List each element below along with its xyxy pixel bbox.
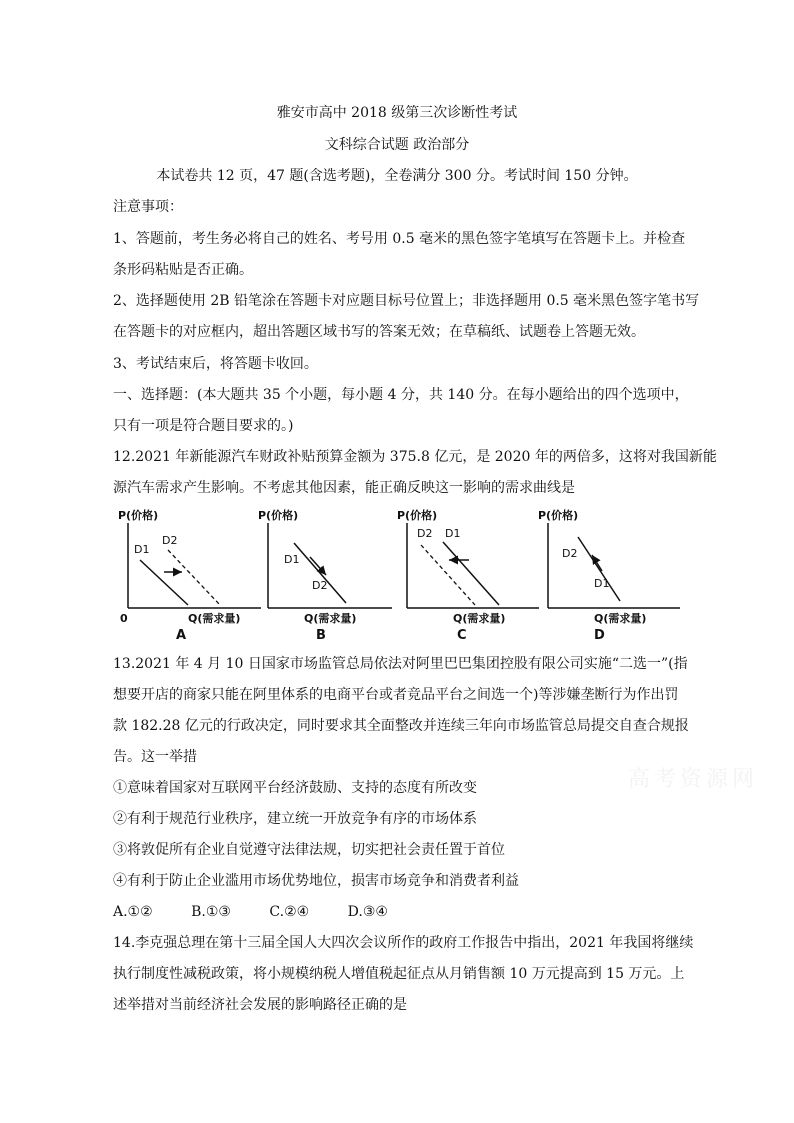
curve-d2 [421,545,475,605]
q12-text: 12.2021 年新能源汽车财政补贴预算金额为 375.8 亿元，是 2020 年的两倍多，这将对我国新能 [113,449,717,465]
section-instruction: 一、选择题：(本大题共 35 个小题，每小题 4 分，共 140 分。在每小题给出的四个选项中， [113,387,689,403]
q13-item: ④有利于防止企业滥用市场优势地位，损害市场竞争和消费者利益 [113,873,519,889]
notes-line: 2、选择题使用 2B 铅笔涂在答题卡对应题目标号位置上；非选择题用 0.5 毫米黑色签字笔书写 [113,293,700,309]
x-axis-label: Q(需求量) [304,612,357,625]
option-a: A.①② [113,904,153,920]
option-letter: C [457,628,467,643]
label-d2: D2 [417,527,433,540]
x-axis-label: Q(需求量) [453,612,506,625]
q12-text: 源汽车需求产生影响。不考虑其他因素，能正确反映这一影响的需求曲线是 [113,480,575,496]
option-b: B.①③ [191,904,231,920]
q14-text: 执行制度性减税政策，将小规模纳税人增值税起征点从月销售额 10 万元提高到 15 万元。上 [113,966,685,982]
label-d1: D1 [134,543,150,556]
exam-title: 雅安市高中 2018 级第三次诊断性考试 [276,105,518,121]
q13-item: ①意味着国家对互联网平台经济鼓励、支持的态度有所改变 [113,780,477,796]
section-instruction: 只有一项是符合题目要求的。) [113,418,294,434]
option-letter: D [594,628,605,643]
y-axis-label: P(价格) [397,509,438,522]
q13-text: 告。这一举措 [113,749,197,765]
exam-info: 本试卷共 12 页，47 题(含选考题)，全卷满分 300 分。考试时间 150 分钟。 [156,168,638,184]
q13-item: ③将敦促所有企业自觉遵守法律法规，切实把社会责任置于首位 [113,842,505,858]
y-axis-label: P(价格) [258,509,299,522]
origin-label: 0 [120,612,128,625]
option-letter: A [176,628,187,643]
q13-options [113,902,422,922]
curve-d2 [168,550,220,605]
exam-subtitle: 文科综合试题 政治部分 [324,137,470,153]
y-axis-label: P(价格) [538,509,579,522]
demand-graph-b [254,505,404,645]
demand-graph-a [116,505,266,645]
demand-graph-c [393,505,543,645]
option-letter: B [316,628,326,643]
label-d1: D1 [284,553,300,566]
label-d2: D2 [312,579,328,592]
y-axis-label: P(价格) [118,509,159,522]
curve-d [294,543,346,603]
option-c: C.②④ [269,904,310,920]
notes-line: 在答题卡的对应框内，超出答题区域书写的答案无效；在草稿纸、试题卷上答题无效。 [113,324,645,340]
q13-text: 13.2021 年 4 月 10 日国家市场监管总局依法对阿里巴巴集团控股有限公司实施“二选一”(指 [113,656,688,672]
q13-text: 想要开店的商家只能在阿里体系的电商平台或者竞品平台之间选一个)等涉嫌垄断行为作出罚 [113,687,679,703]
label-d2: D2 [562,547,578,560]
demand-graph-d [534,505,684,645]
curve-d1 [443,542,499,605]
notes-heading: 注意事项： [113,199,183,215]
option-d: D.③④ [347,904,388,920]
x-axis-label: Q(需求量) [594,612,647,625]
x-axis-label: Q(需求量) [188,612,241,625]
notes-line: 3、考试结束后，将答题卡收回。 [113,356,318,372]
label-d1: D1 [594,577,610,590]
movement-arrow [310,557,326,575]
q14-text: 14.李克强总理在第十三届全国人大四次会议所作的政府工作报告中指出，2021 年我国将继续 [113,935,694,951]
movement-arrow [592,555,602,571]
notes-line: 条形码粘贴是否正确。 [113,262,253,278]
curve-d1 [140,560,188,605]
q14-text: 述举措对当前经济社会发展的影响路径正确的是 [113,997,407,1013]
label-d1: D1 [445,527,461,540]
watermark: 高考资源网 [628,767,759,792]
q13-text: 款 182.28 亿元的行政决定，同时要求其全面整改并连续三年向市场监管总局提交自查合规报 [113,718,689,734]
notes-line: 1、答题前，考生务必将自己的姓名、考号用 0.5 毫米的黑色签字笔填写在答题卡上。并检查 [113,231,686,247]
label-d2: D2 [162,534,178,547]
curve-d [578,537,620,601]
q13-item: ②有利于规范行业秩序，建立统一开放竞争有序的市场体系 [113,811,477,827]
